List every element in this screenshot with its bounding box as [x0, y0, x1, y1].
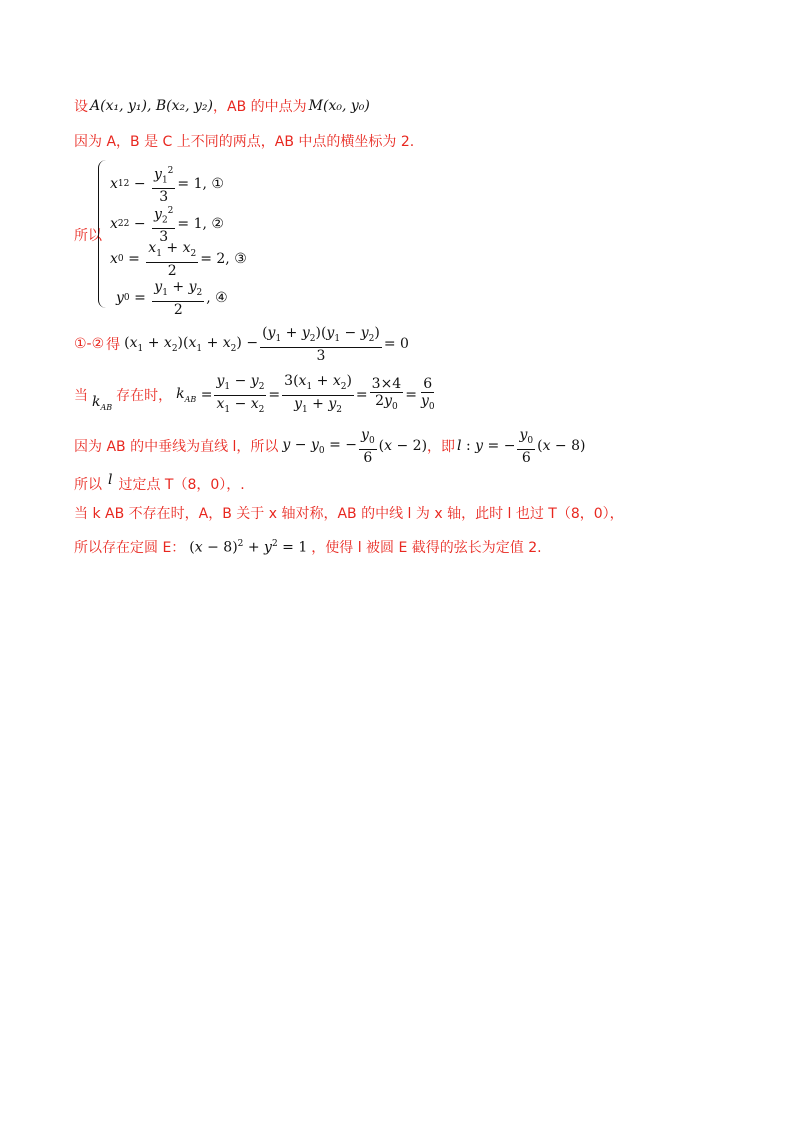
line-6: 因为 AB 的中垂线为直线 l，所以 $y - y_0$ = − $\frac{y_0}{6}$ (x − 2) ，即 l : y = − $\frac{y_0}{6}$ (x − 8)	[74, 427, 586, 466]
line-9: 所以存在定圆 E： $(x - 8)^2 + y^2 = 1$ ，使得 l 被圆 E 截得的弦长为定值 2.	[74, 538, 542, 556]
math-midpoint: M(x₀, y₀)	[308, 98, 370, 114]
math-points: A(x₁, y₁), B(x₂, y₂)	[90, 98, 214, 114]
text: = 1, ①	[177, 176, 224, 193]
text: 因为 A，B 是 C 上不同的两点，AB 中点的横坐标为 2.	[74, 134, 415, 150]
text: 设	[74, 99, 88, 115]
text: 当 k AB 不存在时，A，B 关于 x 轴对称，AB 的中线 l 为 x 轴，此时 l 也过 T（8，0），	[74, 506, 624, 522]
line-1	[74, 96, 370, 116]
line-5: 当 $k_{AB}$ 存在时， $k_{AB}$ = $\frac{y_1 - y_2}{x_1 - x_2}$ = $\frac{3(x_1 + x_2)}{y_1 + y_2}$ = $\frac{3\times 4}{2y_0}$ = $\frac{6}{y_0}$	[74, 373, 435, 415]
text: 所以存在定圆 E：	[74, 540, 186, 556]
line-4: ①-② 得 $(x_1 + x_2)(x_1 + x_2)$ − $\frac{(y_1 + y_2)(y_1 - y_2)}{3}$ = 0	[74, 325, 409, 364]
left-brace	[98, 160, 109, 308]
text: 当	[74, 388, 88, 405]
text: 存在时，	[116, 388, 173, 405]
text: ，使得 l 被圆 E 截得的弦长为定值 2.	[311, 540, 542, 556]
equation-1: x 1 2 − $\frac{y_1^2}{3}$ = 1, ①	[110, 163, 224, 205]
equation-4: y 0 = $\frac{y_1 + y_2}{2}$ , ④	[116, 279, 228, 318]
text: 过定点 T（8，0），.	[118, 477, 245, 493]
text: 因为 AB 的中垂线为直线 l，所以	[74, 439, 279, 456]
text: ，即	[427, 439, 456, 456]
equation-3: x 0 = $\frac{x_1 + x_2}{2}$ = 2, ③	[110, 240, 247, 279]
text: 所以	[74, 477, 102, 493]
text: = 2, ③	[200, 251, 247, 268]
line-8	[74, 503, 624, 523]
text: ，AB 的中点为	[213, 99, 307, 115]
text: 所以	[74, 228, 102, 244]
line-7: 所以 l 过定点 T（8，0），.	[74, 472, 245, 493]
line-2	[74, 131, 414, 151]
text: , ④	[206, 290, 228, 307]
text: = 1, ②	[177, 216, 224, 233]
text: 得	[106, 337, 121, 354]
text: = 0	[383, 336, 409, 353]
equation-2: x 2 2 − $\frac{y_2^2}{3}$ = 1, ②	[110, 203, 224, 245]
text: ①-②	[74, 336, 105, 353]
